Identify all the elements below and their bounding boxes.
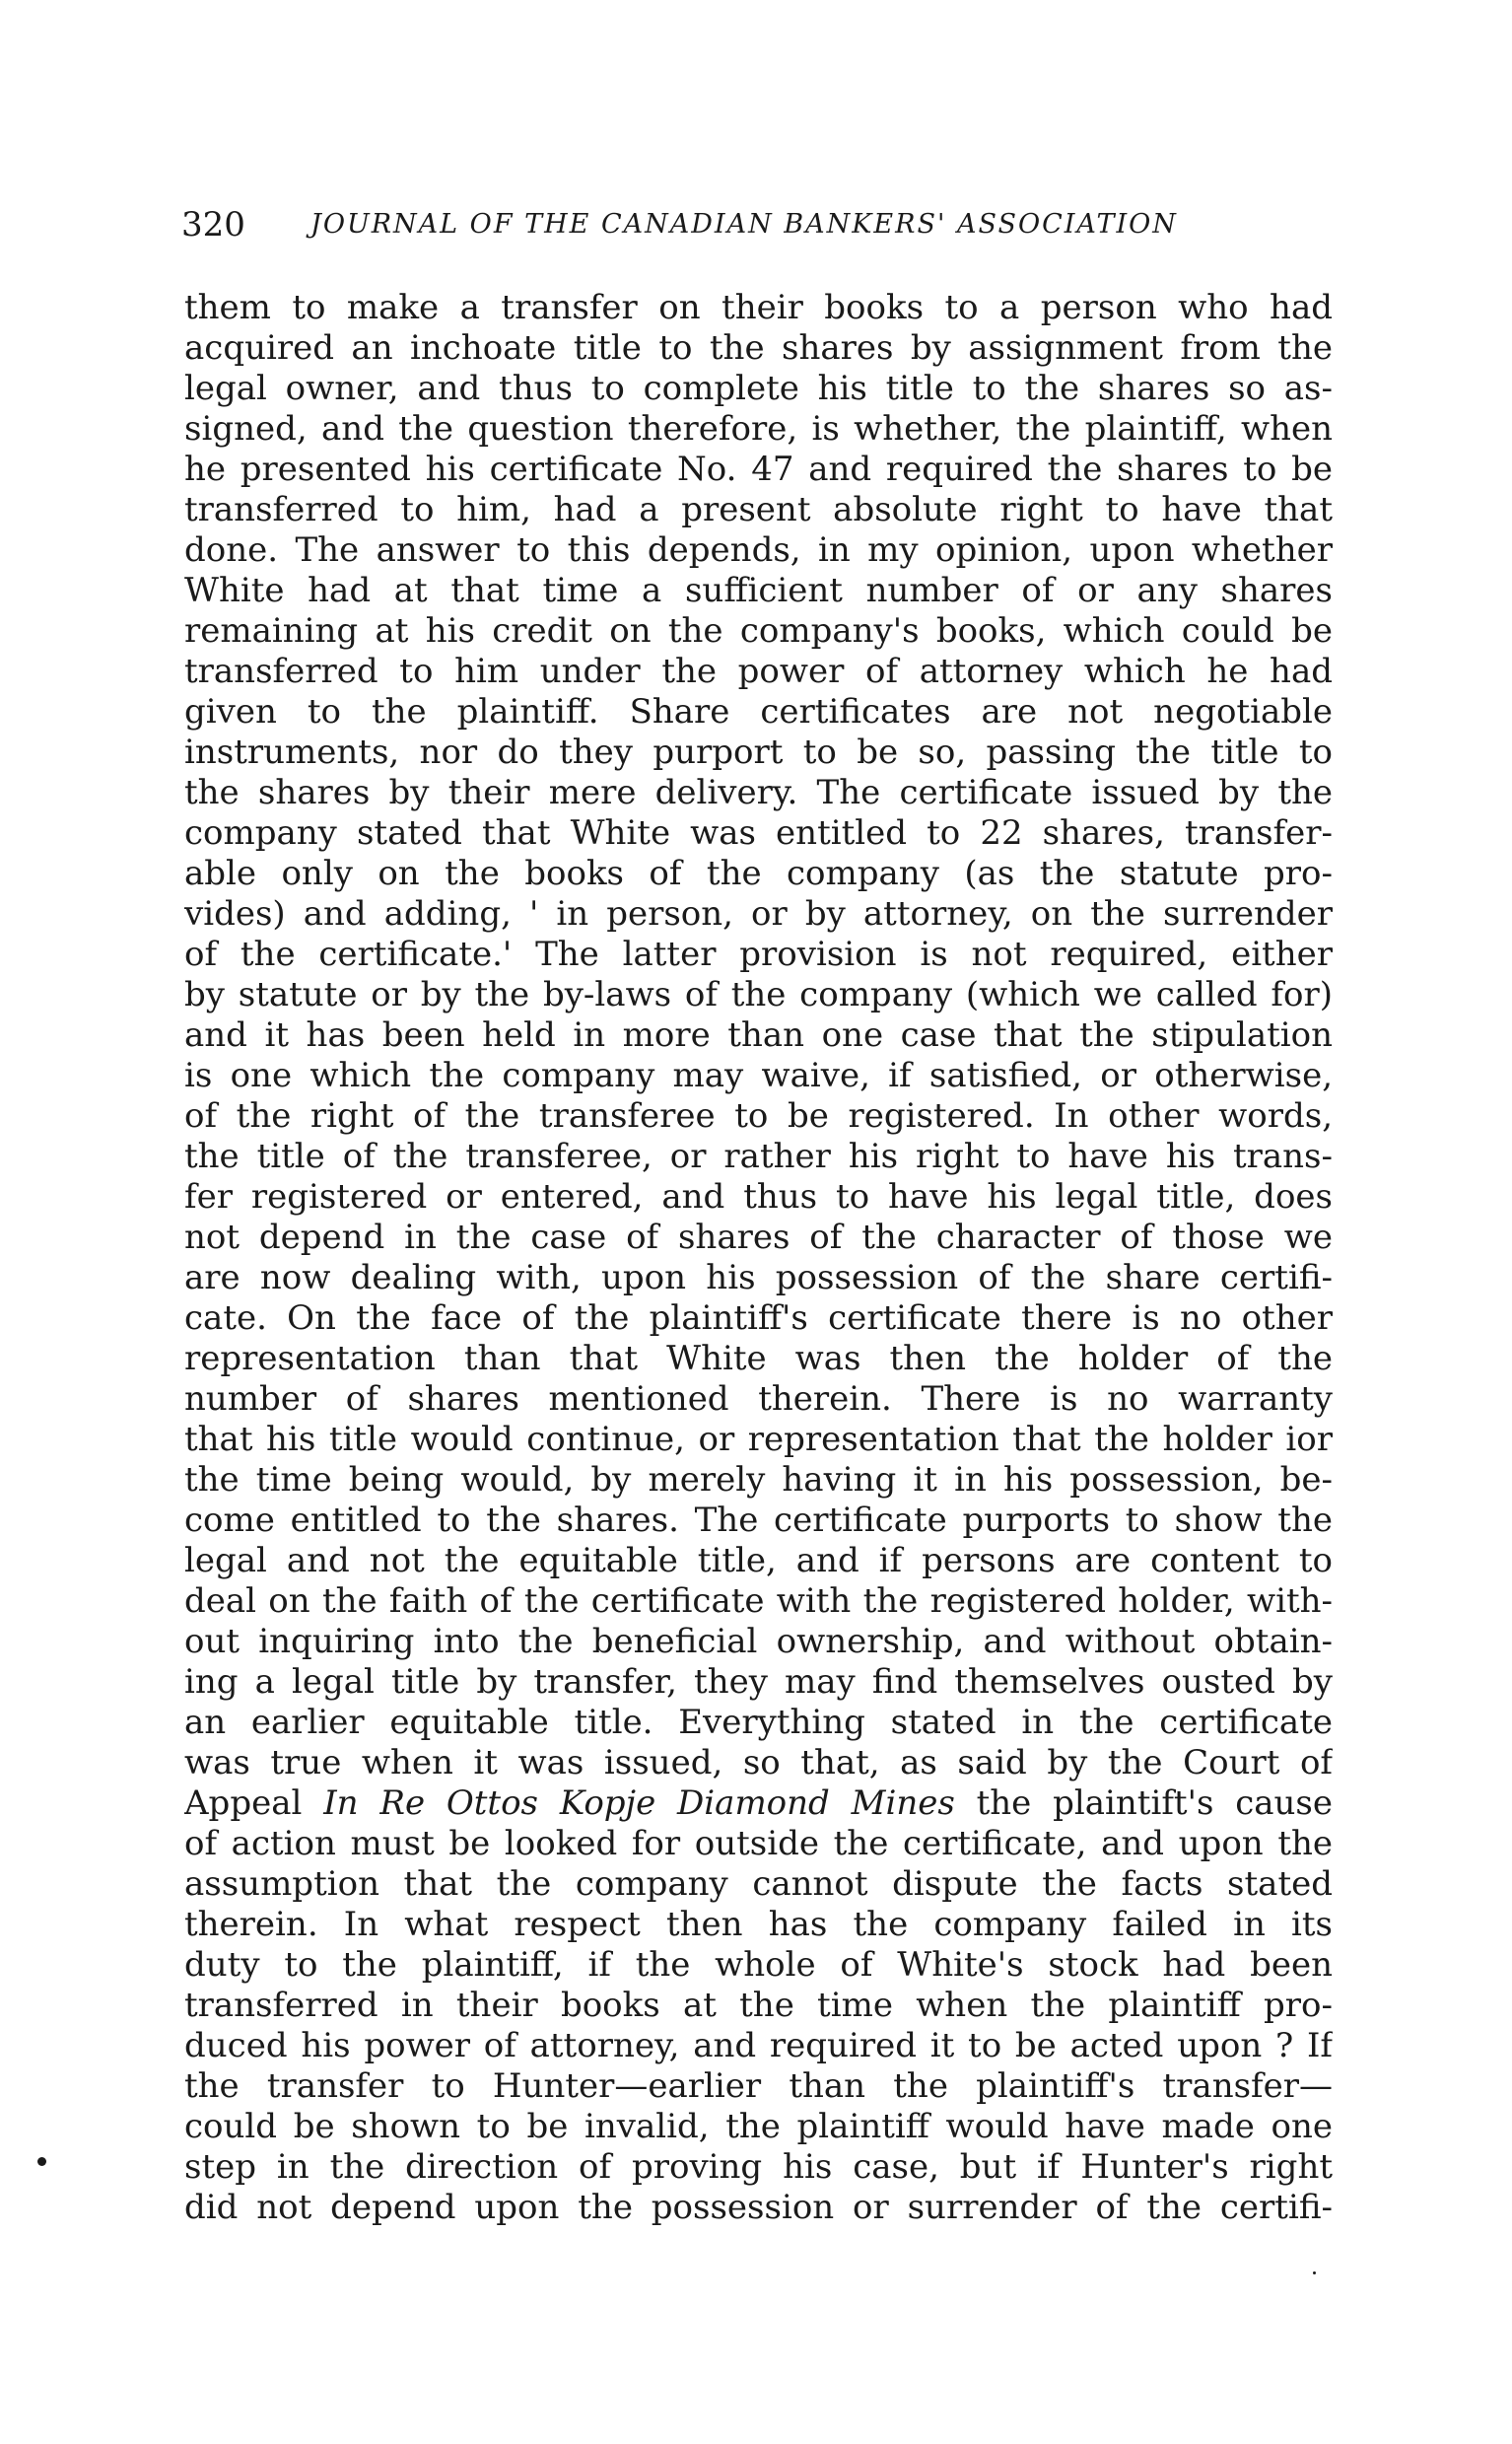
text-line: company stated that White was entitled to 22 shares, transfer-	[184, 813, 1333, 853]
text-line: was true when it was issued, so that, as said by the Court of	[184, 1743, 1333, 1782]
text-line: of action must be looked for outside the certificate, and upon the	[184, 1824, 1333, 1863]
text-line: out inquiring into the beneficial ownership, and without obtain-	[184, 1622, 1333, 1661]
text-line: instruments, nor do they purport to be so, passing the title to	[184, 733, 1333, 772]
text-line: did not depend upon the possession or surrender of the certifi-	[184, 2188, 1333, 2227]
stray-mark	[37, 2157, 46, 2166]
text-line: acquired an inchoate title to the shares by assignment from the	[184, 328, 1333, 368]
text-line: deal on the faith of the certificate with the registered holder, with-	[184, 1581, 1333, 1621]
text-line: representation than that White was then the holder of the	[184, 1339, 1333, 1378]
stray-mark	[1313, 2271, 1316, 2274]
text-line: transferred to him, had a present absolute right to have that	[184, 490, 1333, 529]
text-line: and it has been held in more than one case that the stipulation	[184, 1015, 1333, 1055]
text-line: remaining at his credit on the company's books, which could be	[184, 611, 1333, 651]
text-line: not depend in the case of shares of the character of those we	[184, 1218, 1333, 1257]
text-line: able only on the books of the company (as the statute pro-	[184, 854, 1333, 893]
page-number: 320	[181, 205, 245, 244]
text-line: transferred to him under the power of attorney which he had	[184, 652, 1333, 691]
text-line: of the right of the transferee to be registered. In other words,	[184, 1096, 1333, 1136]
text-line: Appeal In Re Ottos Kopje Diamond Mines the plaintift's cause	[184, 1783, 1333, 1823]
text-line: cate. On the face of the plaintiff's certificate there is no other	[184, 1298, 1333, 1338]
text-line: done. The answer to this depends, in my opinion, upon whether	[184, 530, 1333, 570]
text-line: the time being would, by merely having it in his possession, be-	[184, 1460, 1333, 1500]
text-line: an earlier equitable title. Everything stated in the certificate	[184, 1703, 1333, 1742]
text-line: number of shares mentioned therein. There is no warranty	[184, 1379, 1333, 1419]
text-line: are now dealing with, upon his possession of the share certifi-	[184, 1258, 1333, 1297]
text-line: of the certificate.' The latter provision is not required, either	[184, 935, 1333, 974]
text-line: the shares by their mere delivery. The certificate issued by the	[184, 773, 1333, 812]
text-line: come entitled to the shares. The certificate purports to show the	[184, 1501, 1333, 1540]
body-text	[184, 288, 1333, 2260]
text-line: the transfer to Hunter—earlier than the plaintiff's transfer—	[184, 2066, 1333, 2106]
page-header	[181, 203, 1325, 246]
text-line: could be shown to be invalid, the plaintiff would have made one	[184, 2107, 1333, 2146]
case-name: In Re Ottos Kopje Diamond Mines	[323, 1783, 955, 1823]
text-line: given to the plaintiff. Share certificates are not negotiable	[184, 692, 1333, 732]
text-line: duced his power of attorney, and required it to be acted upon ? If	[184, 2026, 1333, 2065]
text-line: assumption that the company cannot dispute the facts stated	[184, 1864, 1333, 1904]
text-line: ing a legal title by transfer, they may find themselves ousted by	[184, 1662, 1333, 1702]
text-line: fer registered or entered, and thus to have his legal title, does	[184, 1177, 1333, 1217]
text-line: therein. In what respect then has the company failed in its	[184, 1905, 1333, 1944]
text-line: that his title would continue, or representation that the holder ior	[184, 1420, 1333, 1459]
running-head: JOURNAL OF THE CANADIAN BANKERS' ASSOCIATION	[310, 209, 1178, 240]
text-line: transferred in their books at the time when the plaintiff pro-	[184, 1986, 1333, 2025]
text-line: is one which the company may waive, if satisfied, or otherwise,	[184, 1056, 1333, 1095]
text-line: signed, and the question therefore, is whether, the plaintiff, when	[184, 409, 1333, 449]
text-line: vides) and adding, ' in person, or by attorney, on the surrender	[184, 894, 1333, 934]
text-line: by statute or by the by-laws of the company (which we called for)	[184, 975, 1333, 1014]
text-line: legal and not the equitable title, and if persons are content to	[184, 1541, 1333, 1580]
text-line: legal owner, and thus to complete his title to the shares so as-	[184, 369, 1333, 408]
text-line: the title of the transferee, or rather his right to have his trans-	[184, 1137, 1333, 1176]
text-line: step in the direction of proving his case, but if Hunter's right	[184, 2147, 1333, 2187]
text-line: White had at that time a sufficient number of or any shares	[184, 571, 1333, 610]
text-line: he presented his certificate No. 47 and required the shares to be	[184, 450, 1333, 489]
text-line: duty to the plaintiff, if the whole of White's stock had been	[184, 1945, 1333, 1985]
text-line: them to make a transfer on their books to a person who had	[184, 288, 1333, 327]
